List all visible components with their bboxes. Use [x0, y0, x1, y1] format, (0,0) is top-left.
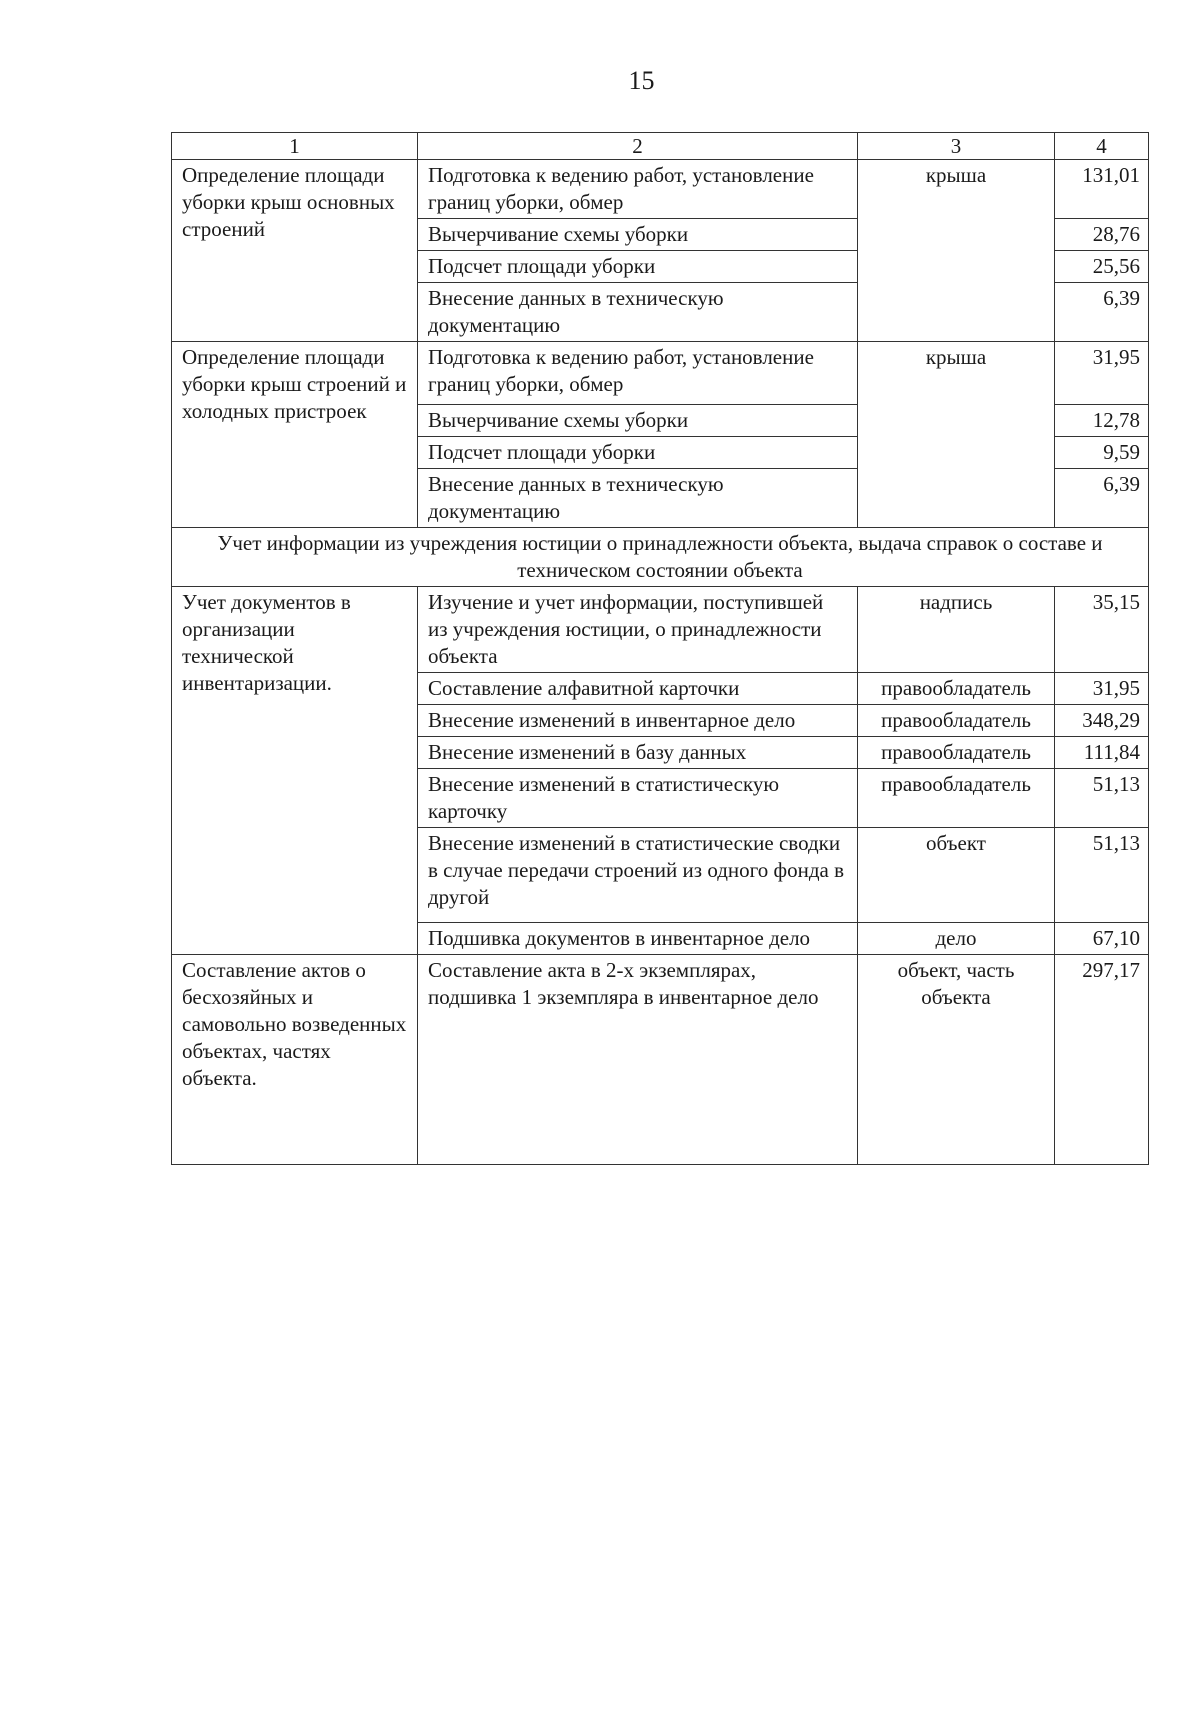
- work-description: Подсчет площади уборки: [418, 251, 858, 283]
- time-norm: 131,01: [1055, 160, 1149, 219]
- work-description: Подготовка к ведению работ, установление границ уборки, обмер: [418, 160, 858, 219]
- measurement-unit: объект, часть объекта: [858, 955, 1055, 1165]
- work-description: Внесение изменений в статистические сводки в случае передачи строений из одного фонда в другой: [418, 828, 858, 923]
- operation-name: Определение площади уборки крыш строений и холодных пристроек: [172, 342, 418, 528]
- work-description: Подсчет площади уборки: [418, 437, 858, 469]
- work-description: Внесение изменений в базу данных: [418, 737, 858, 769]
- column-header-row: [172, 133, 1149, 160]
- work-description: Составление алфавитной карточки: [418, 673, 858, 705]
- measurement-unit: дело: [858, 923, 1055, 955]
- operation-name: Составление актов о бесхозяйных и самовольно возведенных объектах, частях объекта.: [172, 955, 418, 1165]
- measurement-unit: надпись: [858, 587, 1055, 673]
- work-description: Подготовка к ведению работ, установление границ уборки, обмер: [418, 342, 858, 405]
- section-heading: Учет информации из учреждения юстиции о принадлежности объекта, выдача справок о составе и техническом состоянии объекта: [172, 528, 1149, 587]
- operation-name: Учет документов в организации технической инвентаризации.: [172, 587, 418, 955]
- time-norm: 28,76: [1055, 219, 1149, 251]
- measurement-unit: крыша: [858, 342, 1055, 528]
- time-norm: 31,95: [1055, 342, 1149, 405]
- measurement-unit: правообладатель: [858, 705, 1055, 737]
- time-norm: 25,56: [1055, 251, 1149, 283]
- time-norm: 348,29: [1055, 705, 1149, 737]
- work-description: Вычерчивание схемы уборки: [418, 219, 858, 251]
- table-row: [172, 955, 1149, 1165]
- time-norm: 67,10: [1055, 923, 1149, 955]
- measurement-unit: правообладатель: [858, 769, 1055, 828]
- column-header-4: 4: [1055, 133, 1149, 160]
- work-description: Изучение и учет информации, поступившей из учреждения юстиции, о принадлежности объекта: [418, 587, 858, 673]
- time-norm: 297,17: [1055, 955, 1149, 1165]
- work-description: Вычерчивание схемы уборки: [418, 405, 858, 437]
- time-norm: 51,13: [1055, 828, 1149, 923]
- time-norm: 9,59: [1055, 437, 1149, 469]
- column-header-3: 3: [858, 133, 1055, 160]
- norms-table: [171, 132, 1149, 1165]
- work-description: Внесение данных в техническую документацию: [418, 283, 858, 342]
- time-norm: 12,78: [1055, 405, 1149, 437]
- time-norm: 51,13: [1055, 769, 1149, 828]
- operation-name: Определение площади уборки крыш основных строений: [172, 160, 418, 342]
- work-description: Внесение изменений в инвентарное дело: [418, 705, 858, 737]
- section-heading-row: [172, 528, 1149, 587]
- time-norm: 6,39: [1055, 283, 1149, 342]
- work-description: Подшивка документов в инвентарное дело: [418, 923, 858, 955]
- column-header-1: 1: [172, 133, 418, 160]
- table-row: [172, 587, 1149, 673]
- time-norm: 6,39: [1055, 469, 1149, 528]
- measurement-unit: крыша: [858, 160, 1055, 342]
- page-number: 15: [628, 66, 655, 95]
- measurement-unit: правообладатель: [858, 673, 1055, 705]
- time-norm: 111,84: [1055, 737, 1149, 769]
- work-description: Внесение изменений в статистическую карточку: [418, 769, 858, 828]
- measurement-unit: объект: [858, 828, 1055, 923]
- work-description: Составление акта в 2-х экземплярах, подшивка 1 экземпляра в инвентарное дело: [418, 955, 858, 1165]
- time-norm: 31,95: [1055, 673, 1149, 705]
- column-header-2: 2: [418, 133, 858, 160]
- table-row: [172, 160, 1149, 219]
- time-norm: 35,15: [1055, 587, 1149, 673]
- table-row: [172, 342, 1149, 405]
- measurement-unit: правообладатель: [858, 737, 1055, 769]
- work-description: Внесение данных в техническую документацию: [418, 469, 858, 528]
